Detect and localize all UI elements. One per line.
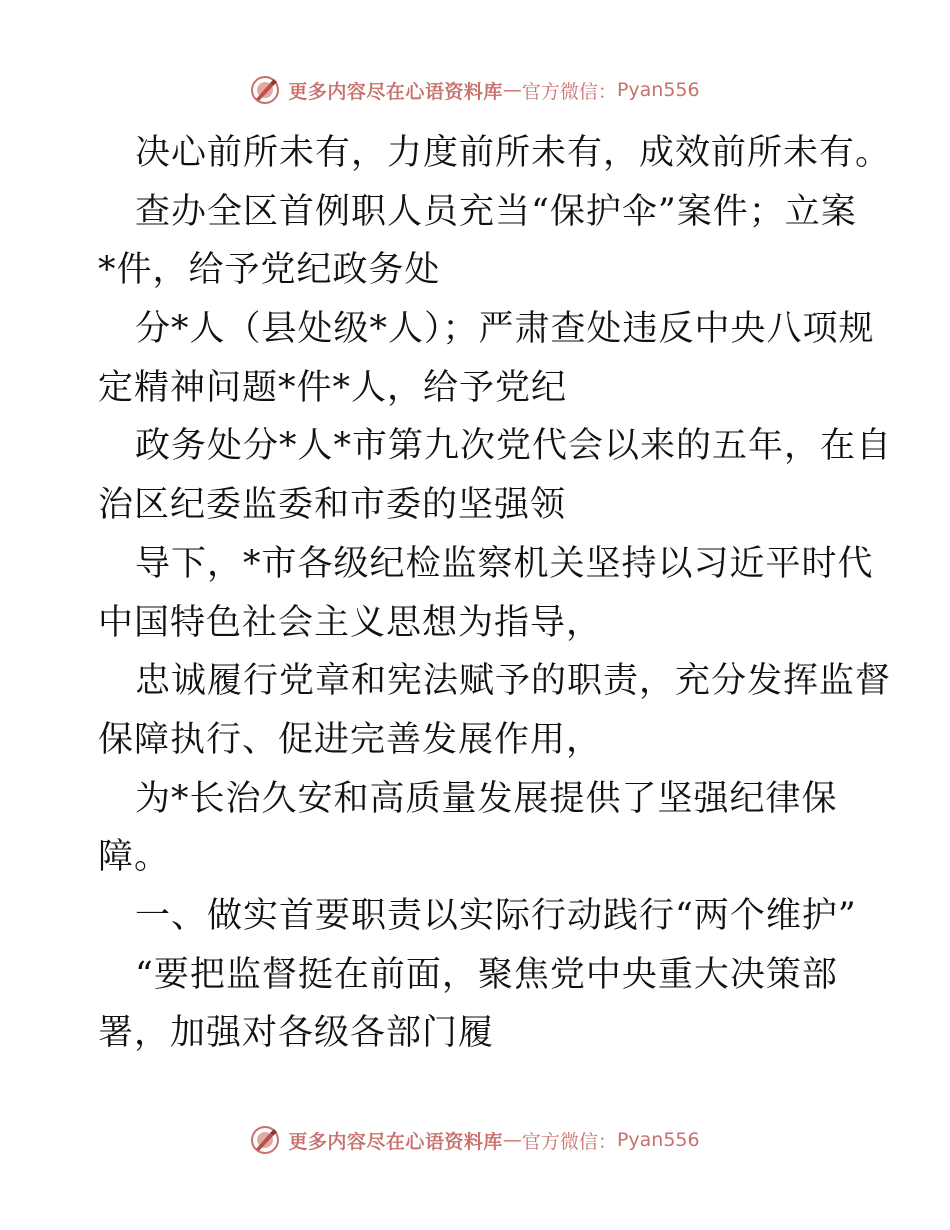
text-line: 定精神问题*件*人，给予党纪 [98, 367, 568, 408]
watermark-wechat-label: 官方微信： [521, 1130, 617, 1153]
text-line: 分*人（县处级*人）；严肃查处违反中央八项规 [135, 309, 875, 350]
watermark-separator: — [502, 1129, 522, 1151]
watermark-wechat-id: Pyan556 [616, 79, 700, 101]
text-line: 一、做实首要职责以实际行动践行“两个维护” [135, 895, 857, 936]
watermark-wechat-label: 官方微信： [521, 80, 617, 103]
text-line: 查办全区首例职人员充当“保护伞”案件；立案 [135, 191, 857, 232]
text-line: 中国特色社会主义思想为指导， [98, 602, 603, 643]
watermark-text: 更多内容尽在心语资料库 [288, 1130, 503, 1153]
watermark-wechat-id: Pyan556 [616, 1129, 700, 1151]
text-line: 决心前所未有，力度前所未有，成效前所未有。 [135, 133, 892, 173]
pen-logo-icon [250, 1125, 280, 1155]
watermark-text: 更多内容尽在心语资料库 [288, 80, 503, 103]
text-line: 治区纪委监委和市委的坚强领 [98, 485, 567, 526]
text-line: 署，加强对各级各部门履 [98, 1013, 495, 1054]
text-line: *件，给予党纪政务处 [98, 250, 441, 291]
text-line: 障。 [98, 837, 171, 878]
text-line: “要把监督挺在前面，聚焦党中央重大决策部 [135, 954, 838, 995]
footer-watermark [0, 1120, 950, 1160]
pen-logo-icon [250, 75, 280, 105]
watermark-separator: — [502, 79, 522, 101]
text-line: 导下，*市各级纪检监察机关坚持以习近平时代 [135, 543, 874, 584]
document-body [98, 124, 893, 1063]
text-line: 为*长治久安和高质量发展提供了坚强纪律保 [135, 778, 838, 819]
text-line: 忠诚履行党章和宪法赋予的职责，充分发挥监督 [135, 661, 892, 702]
text-line: 保障执行、促进完善发展作用， [98, 719, 603, 760]
text-line: 政务处分*人*市第九次党代会以来的五年，在自 [135, 426, 893, 467]
header-watermark [0, 70, 950, 110]
